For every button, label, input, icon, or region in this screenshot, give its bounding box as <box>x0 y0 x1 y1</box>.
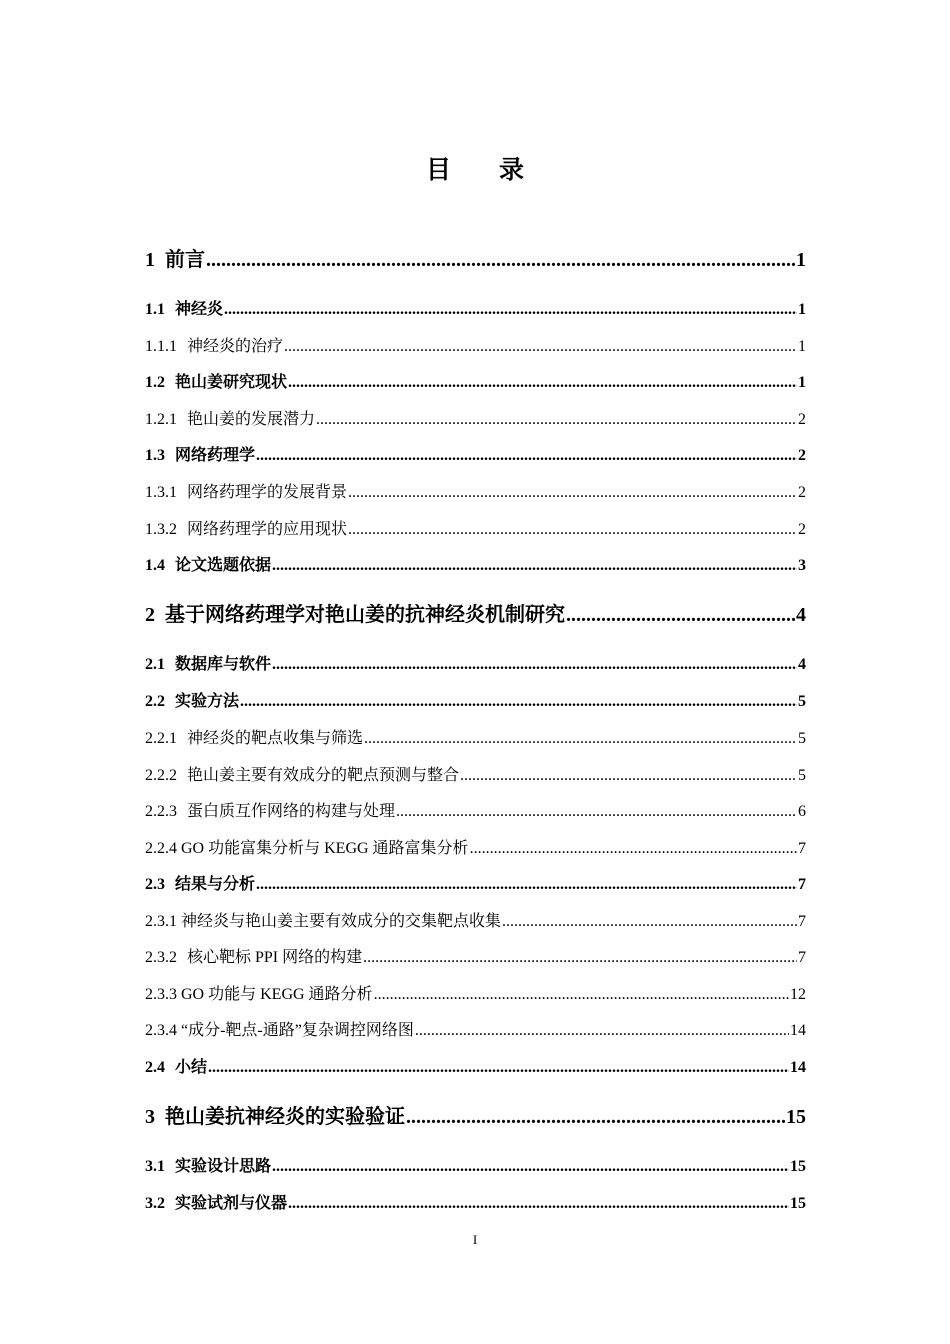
toc-title-left: 目 <box>425 157 451 184</box>
toc-entry-page: 14 <box>790 1059 806 1076</box>
toc-entry-page: 5 <box>798 693 806 710</box>
toc-entry-number: 2.1 <box>145 656 165 673</box>
toc-entry-page: 1 <box>798 338 806 355</box>
toc-dot-leader <box>374 986 789 1004</box>
page-number: I <box>472 1232 478 1247</box>
toc-dot-leader <box>272 656 797 674</box>
toc-dot-leader <box>396 803 797 821</box>
toc-entry-page: 7 <box>798 949 806 966</box>
toc-entry[interactable] <box>145 908 806 931</box>
toc-entry-page: 5 <box>798 730 806 747</box>
toc-dot-leader <box>288 1195 789 1213</box>
toc-entry-title: 神经炎的治疗 <box>187 338 284 355</box>
toc-entry-page: 15 <box>790 1158 806 1175</box>
toc-entry-title: 神经炎的靶点收集与筛选 <box>187 730 364 747</box>
toc-entry-title: 艳山姜的发展潜力 <box>187 411 316 428</box>
toc-entry[interactable] <box>145 981 806 1004</box>
toc-entry-number: 3.2 <box>145 1195 165 1212</box>
toc-entry-page: 1 <box>798 301 806 318</box>
toc-dot-leader <box>348 484 797 502</box>
toc-entry-title: 艳山姜主要有效成分的靶点预测与整合 <box>187 767 460 784</box>
toc-entry-page: 4 <box>798 656 806 673</box>
toc-entry-number: 3 <box>145 1106 155 1128</box>
toc-entry-number: 1.2.1 <box>145 411 177 428</box>
toc-entry-page: 4 <box>796 604 806 626</box>
toc-entry-number: 1.3 <box>145 447 165 464</box>
toc-entry[interactable] <box>145 725 806 748</box>
toc-entry-title: GO 功能富集分析与 KEGG 通路富集分析 <box>181 840 469 857</box>
toc-entry[interactable] <box>145 1153 806 1176</box>
toc-entry-title: 神经炎与艳山姜主要有效成分的交集靶点收集 <box>181 913 502 930</box>
toc-entry-number: 2.2.4 <box>145 840 177 857</box>
toc-dot-leader <box>316 411 797 429</box>
toc-entry-number: 2.2.1 <box>145 730 177 747</box>
toc-dot-leader <box>224 301 797 319</box>
toc-entry-number: 1 <box>145 249 155 271</box>
toc-entry-page: 1 <box>798 374 806 391</box>
toc-entry-title: 实验方法 <box>175 693 240 710</box>
toc-entry-title: 论文选题依据 <box>175 557 272 574</box>
toc-dot-leader <box>470 840 797 858</box>
toc-entry-page: 2 <box>798 447 806 464</box>
toc-entry-title: 结果与分析 <box>175 876 256 893</box>
toc-entry[interactable] <box>145 762 806 785</box>
toc-entry-number: 2.3 <box>145 876 165 893</box>
toc-dot-leader <box>364 730 797 748</box>
toc-entry-title: “成分-靶点-通路”复杂调控网络图 <box>181 1022 414 1039</box>
toc-entry-number: 1.3.1 <box>145 484 177 501</box>
toc-entry-number: 2.3.1 <box>145 913 177 930</box>
toc-entry[interactable] <box>145 1054 806 1077</box>
toc-entry-number: 1.1.1 <box>145 338 177 355</box>
toc-entry-page: 7 <box>798 913 806 930</box>
toc-entry-title: 网络药理学的应用现状 <box>187 521 348 538</box>
toc-dot-leader <box>406 1106 785 1129</box>
toc-entry[interactable] <box>145 871 806 894</box>
toc-dot-leader <box>363 949 797 967</box>
toc-entry-title: 前言 <box>165 249 205 271</box>
toc-entry-title: 网络药理学的发展背景 <box>187 484 348 501</box>
toc-entry[interactable] <box>145 1190 806 1213</box>
toc-dot-leader <box>240 693 797 711</box>
toc-entry-number: 2.2 <box>145 693 165 710</box>
toc-entry-number: 3.1 <box>145 1158 165 1175</box>
toc-dot-leader <box>288 374 797 392</box>
toc-entry[interactable] <box>145 442 806 465</box>
toc-entry[interactable] <box>145 243 806 272</box>
toc-dot-leader <box>256 876 797 894</box>
toc-entry[interactable] <box>145 406 806 429</box>
toc-entry-page: 14 <box>790 1022 806 1039</box>
toc-entry[interactable] <box>145 1017 806 1040</box>
toc-entry-page: 1 <box>796 249 806 271</box>
toc-entry-title: GO 功能与 KEGG 通路分析 <box>181 986 373 1003</box>
toc-entry[interactable] <box>145 835 806 858</box>
toc-entry-number: 2 <box>145 604 155 626</box>
toc-entry-number: 1.2 <box>145 374 165 391</box>
toc-entry-title: 核心靶标 PPI 网络的构建 <box>187 949 363 966</box>
toc-entry[interactable] <box>145 296 806 319</box>
toc-entry-number: 1.1 <box>145 301 165 318</box>
toc-entry-page: 3 <box>798 557 806 574</box>
toc-dot-leader <box>256 447 797 465</box>
toc-entry-page: 7 <box>798 876 806 893</box>
toc-entry-title: 艳山姜研究现状 <box>175 374 288 391</box>
toc-dot-leader <box>348 521 797 539</box>
toc-entry-title: 神经炎 <box>175 301 224 318</box>
toc-entry-title: 实验试剂与仪器 <box>175 1195 288 1212</box>
toc-entry-page: 6 <box>798 803 806 820</box>
toc-entry-page: 2 <box>798 484 806 501</box>
toc-entry[interactable] <box>145 516 806 539</box>
toc-entry-number: 2.2.2 <box>145 767 177 784</box>
toc-entry-page: 2 <box>798 521 806 538</box>
toc-entry-title: 基于网络药理学对艳山姜的抗神经炎机制研究 <box>165 604 565 626</box>
toc-entry-page: 15 <box>786 1106 806 1128</box>
toc-entry[interactable] <box>145 798 806 821</box>
toc-entry-number: 2.2.3 <box>145 803 177 820</box>
toc-dot-leader <box>206 249 795 272</box>
toc-entry-number: 2.4 <box>145 1059 165 1076</box>
toc-entry-number: 1.4 <box>145 557 165 574</box>
toc-entry-page: 15 <box>790 1195 806 1212</box>
toc-dot-leader <box>208 1059 789 1077</box>
toc-entry[interactable] <box>145 552 806 575</box>
toc-dot-leader <box>272 557 797 575</box>
toc-entry-number: 1.3.2 <box>145 521 177 538</box>
toc-entry[interactable] <box>145 688 806 711</box>
toc-entry-number: 2.3.2 <box>145 949 177 966</box>
toc-entry-title: 数据库与软件 <box>175 656 272 673</box>
toc-entry-title: 网络药理学 <box>175 447 256 464</box>
toc-entry[interactable] <box>145 651 806 674</box>
toc-entry-number: 2.3.3 <box>145 986 177 1003</box>
toc-entry-page: 2 <box>798 411 806 428</box>
toc-entry-page: 5 <box>798 767 806 784</box>
toc-dot-leader <box>566 604 795 627</box>
toc-entry-title: 蛋白质互作网络的构建与处理 <box>187 803 396 820</box>
toc-entry[interactable] <box>145 369 806 392</box>
toc-entry[interactable] <box>145 1100 806 1129</box>
toc-entry[interactable] <box>145 333 806 356</box>
toc-dot-leader <box>284 338 797 356</box>
toc-dot-leader <box>502 913 797 931</box>
toc-entry-title: 小结 <box>175 1059 208 1076</box>
toc-entry-title: 实验设计思路 <box>175 1158 272 1175</box>
toc-dot-leader <box>272 1158 789 1176</box>
toc-title-right: 录 <box>499 157 525 184</box>
toc-dot-leader <box>415 1022 789 1040</box>
toc-entry[interactable] <box>145 944 806 967</box>
toc-entry-number: 2.3.4 <box>145 1022 177 1039</box>
toc-title <box>0 150 950 186</box>
toc-entry-page: 12 <box>790 986 806 1003</box>
toc-entry-title: 艳山姜抗神经炎的实验验证 <box>165 1106 405 1128</box>
toc-entry[interactable] <box>145 479 806 502</box>
toc-dot-leader <box>460 767 797 785</box>
toc-entry-page: 7 <box>798 840 806 857</box>
toc-entry[interactable] <box>145 598 806 627</box>
